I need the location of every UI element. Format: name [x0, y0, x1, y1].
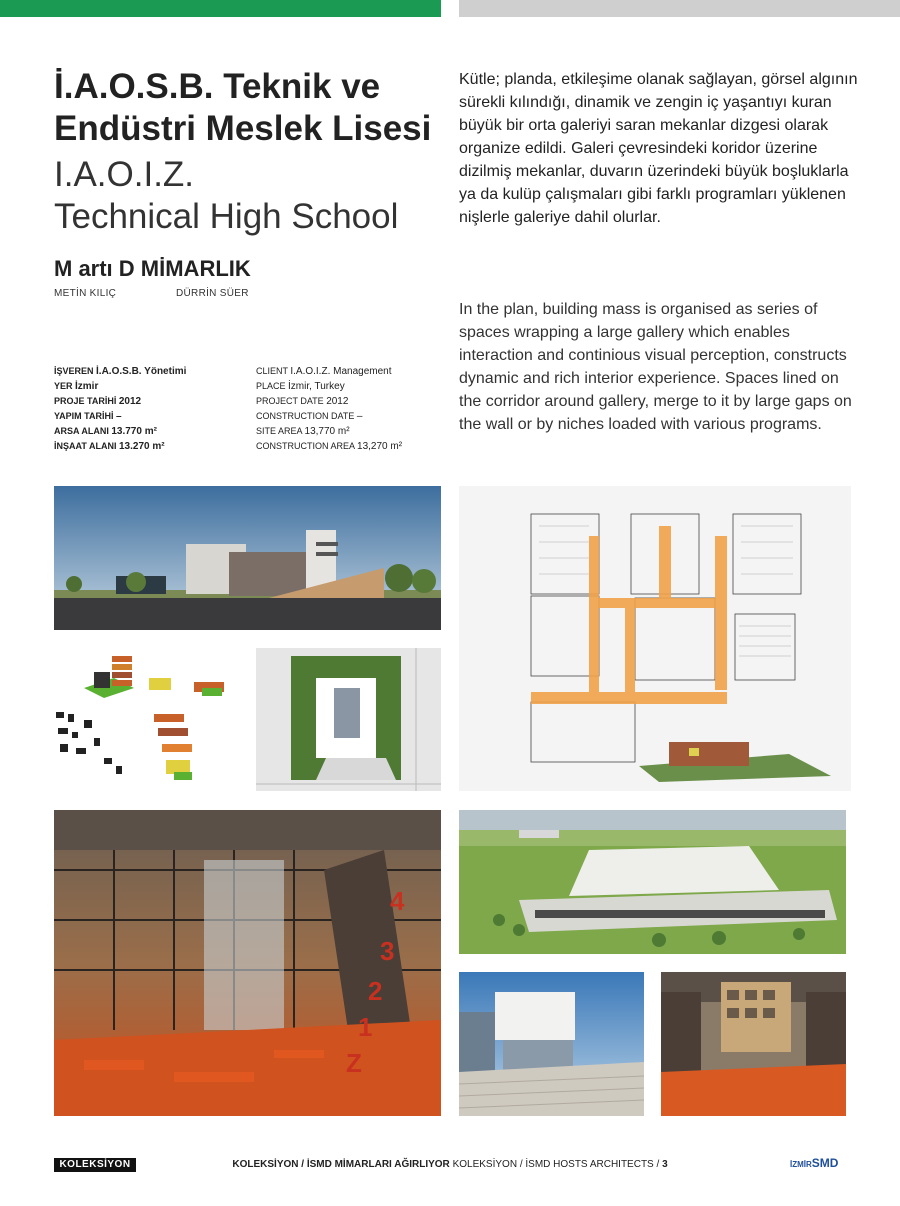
izmir-smd-logo: İZMİRSMD [790, 1156, 839, 1170]
project-info-turkish [54, 364, 254, 454]
info-row: PLACE İzmir, Turkey [256, 381, 345, 392]
info-row: İNŞAAT ALANI 13.270 m² [54, 441, 165, 452]
title-en-line2: Technical High School [54, 197, 399, 236]
project-title-english [54, 154, 444, 238]
info-row: CONSTRUCTION AREA 13,270 m² [256, 441, 403, 452]
info-row: SITE AREA 13,770 m² [256, 426, 350, 437]
floor-number-label: 2 [368, 976, 383, 1006]
project-info-english [256, 364, 446, 454]
info-row: CONSTRUCTION DATE – [256, 411, 363, 422]
architect-name: METİN KILIÇ [54, 288, 117, 299]
info-row: CLIENT I.A.O.I.Z. Management [256, 366, 392, 377]
title-tr-line2: Endüstri Meslek Lisesi [54, 109, 432, 148]
facade-render-image [459, 972, 644, 1116]
koleksiyon-logo: KOLEKSİYON [54, 1158, 136, 1172]
footer-caption: KOLEKSİYON / İSMD MİMARLARI AĞIRLIYOR KOLEKSİYON / İSMD HOSTS ARCHITECTS / 3 [232, 1159, 668, 1170]
massing-diagrams-image [54, 648, 241, 791]
info-row: ARSA ALANI 13.770 m² [54, 426, 157, 437]
title-tr-line1: İ.A.O.S.B. Teknik ve [54, 67, 381, 106]
info-row: YER İzmir [54, 381, 99, 392]
info-row: PROJE TARİHİ 2012 [54, 396, 142, 407]
info-row: PROJECT DATE 2012 [256, 396, 349, 407]
description-turkish: Kütle; planda, etkileşime olanak sağlayan, görsel algının sürekli kılındığı, dinamik ve zengin iç yaşantıyı kuran büyük bir orta galeriyi saran mekanlar dizgesi olarak organize edildi. Galeri çevresindeki koridor üzerine dizilmiş mekanlar, duvarın üzerindeki büyük boşluklarla ya da kulüp çalışmaları gibi farklı programları yüklenen nişlerle galeriye dahil olurlar. [459, 71, 858, 226]
site-plan-image [256, 648, 441, 791]
description-english: In the plan, building mass is organised as series of spaces wrapping a large gallery which enables interaction and continious visual perception, constructs dynamic and rich interior experience. Spaces lined on the corridor around gallery, merge to it by large gaps on the wall or by niches loaded with various programs. [459, 301, 852, 433]
interior-atrium-render-image [54, 810, 441, 1116]
floor-number-label: 3 [380, 936, 395, 966]
courtyard-render-image [661, 972, 846, 1116]
title-en-line1: I.A.O.I.Z. [54, 155, 195, 194]
aerial-render-image [459, 810, 846, 954]
floor-plan-image [459, 486, 851, 791]
architect-name: DÜRRİN SÜER [176, 288, 249, 299]
exterior-render-image [54, 486, 441, 630]
info-row: İŞVEREN İ.A.O.S.B. Yönetimi [54, 366, 187, 377]
floor-number-label: Z [346, 1048, 362, 1078]
header-bar-gray [459, 0, 900, 17]
project-title-turkish [54, 66, 444, 150]
info-row: YAPIM TARİHİ – [54, 411, 122, 422]
firm-name: M artı D MİMARLIK [54, 256, 251, 281]
floor-number-label: 1 [358, 1012, 373, 1042]
floor-number-label: 4 [390, 886, 405, 916]
header-bar-green [0, 0, 441, 17]
